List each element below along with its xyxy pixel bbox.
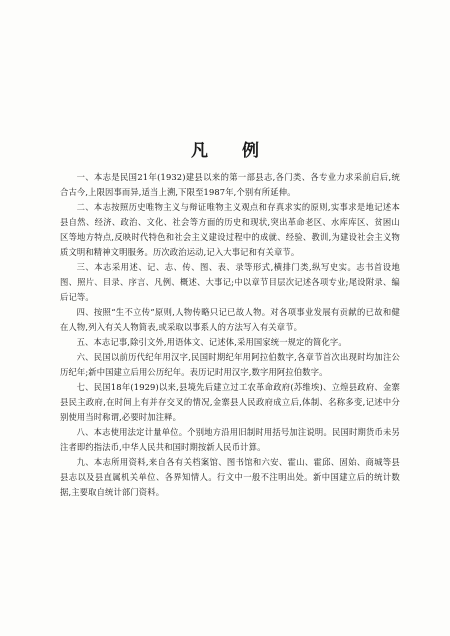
- guideline-paragraph-8: 八、本志使用法定计量单位。个别地方沿用旧制时用括号加注说明。民国时期货币未另注者即约指法币,中华人民共和国时期按新人民币计算。: [60, 427, 400, 452]
- guidelines-body: [60, 170, 400, 500]
- guideline-paragraph-2: 二、本志按照历史唯物主义与辩证唯物主义观点和存真求实的原则,实事求是地记述本县自然、经济、政治、文化、社会等方面的历史和现状,突出革命老区、水库库区、贫困山区等地方特点,反映时代特色和社会主义建设过程中的成就、经验、教训,为建设社会主义物质文明和精神文明服务。历次政治运动,记入大事记和有关章节。: [60, 202, 400, 257]
- guideline-paragraph-3: 三、本志采用述、记、志、传、图、表、录等形式,横排门类,纵写史实。志书首设地图、照片、目录、序言、凡例、概述、大事记;中以章节目层次记述各项专业;尾设附录、编后记等。: [60, 262, 400, 302]
- guideline-paragraph-5: 五、本志记事,除引文外,用语体文、记述体,采用国家统一规定的简化字。: [76, 337, 347, 347]
- page-title: 凡 例: [191, 141, 273, 161]
- guideline-paragraph-1: 一、本志是民国21年(1932)建县以来的第一部县志,各门类、各专业力求采前启后,统合古今,上限因事而异,适当上溯,下限至1987年,个别有所延伸。: [60, 172, 400, 197]
- guideline-paragraph-6: 六、民国以前历代纪年用汉字,民国时期纪年用阿拉伯数字,各章节首次出现时均加注公历纪年;新中国建立后用公历纪年。表历记时用汉字,数字用阿拉伯数字。: [60, 352, 400, 377]
- guideline-paragraph-4: 四、按照“生不立传”原则,人物传略只记已故人物。对各项事业发展有贡献的已故和健在人物,列入有关人物简表,或采取以事系人的方法写入有关章节。: [60, 307, 400, 332]
- guideline-paragraph-7: 七、民国18年(1929)以来,县境先后建立过工农革命政府(苏维埃)、立煌县政府、金寨县民主政府,在时间上有并存交叉的情况,金寨县人民政府成立后,体制、名称多变,记述中分别使用当时称谓,必要时加注释。: [60, 382, 400, 422]
- guideline-paragraph-9: 九、本志所用资料,来自各有关档案馆、图书馆和六安、霍山、霍邱、固始、商城等县县志以及县直属机关单位、各界知情人。行文中一般不注明出处。新中国建立后的统计数据,主要取自统计部门资料。: [60, 457, 400, 497]
